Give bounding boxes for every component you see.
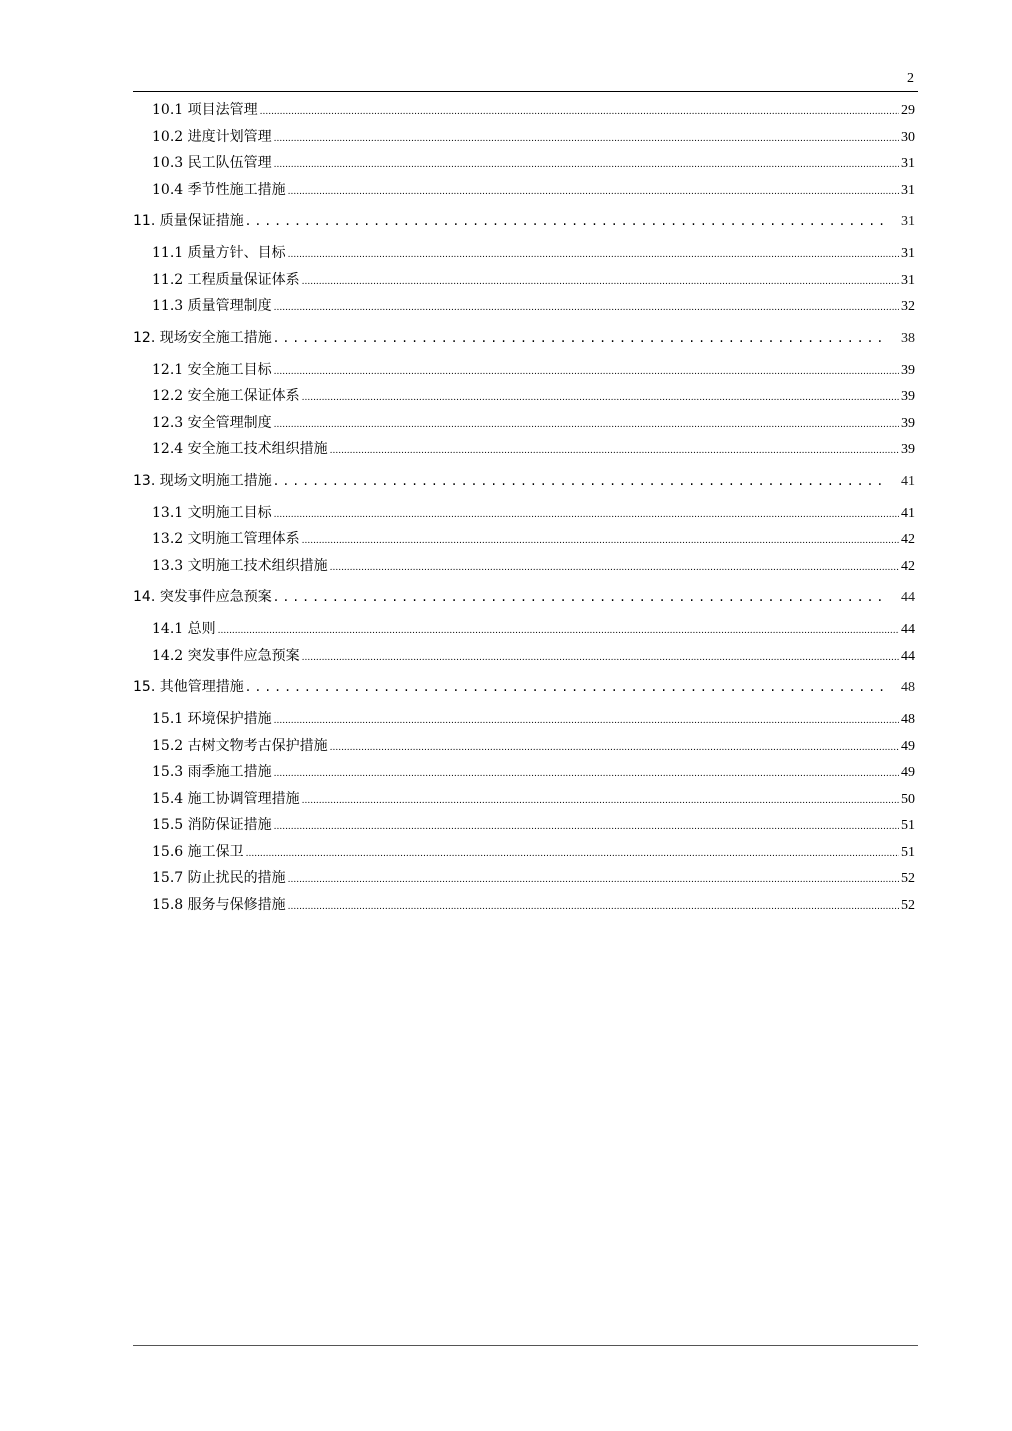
toc-entry-15-6[interactable] [133, 839, 915, 866]
dot-leader [246, 669, 885, 706]
dot-leader [274, 150, 899, 177]
toc-entry-label: 13.1 文明施工目标 [152, 504, 272, 521]
toc-entry-page: 48 [901, 712, 915, 727]
toc-entry-label: 11.1 质量方针、目标 [152, 245, 286, 261]
toc-entry-15-2[interactable] [133, 733, 915, 760]
toc-entry-label: 10.4 季节性施工措施 [152, 181, 286, 198]
toc-section-label: 13. 现场文明施工措施 [133, 472, 272, 489]
toc-entry-10-1[interactable] [133, 97, 915, 124]
toc-entry-12-4[interactable] [133, 436, 915, 463]
toc-entry-label: 10.1 项目法管理 [152, 102, 258, 118]
toc-entry-label: 11.3 质量管理制度 [152, 298, 272, 314]
toc-section-label: 15. 其他管理措施 [133, 679, 244, 695]
toc-entry-page: 41 [901, 505, 915, 521]
toc-entry-page: 32 [901, 299, 915, 314]
dot-leader [218, 616, 899, 643]
dot-leader [288, 240, 899, 267]
dot-leader [288, 892, 899, 919]
dot-leader [274, 124, 899, 151]
toc-entry-label: 12.2 安全施工保证体系 [152, 388, 300, 404]
toc-section-14[interactable] [133, 579, 915, 616]
toc-entry-label: 15.5 消防保证措施 [152, 817, 272, 833]
toc-entry-label: 12.4 安全施工技术组织措施 [152, 441, 328, 457]
toc-entry-page: 39 [901, 362, 915, 378]
toc-section-label: 12. 现场安全施工措施 [133, 329, 272, 346]
toc-entry-15-3[interactable] [133, 759, 915, 786]
toc-entry-label: 12.3 安全管理制度 [152, 414, 272, 431]
toc-entry-10-3[interactable] [133, 150, 915, 177]
dot-leader [302, 786, 899, 813]
toc-section-label: 14. 突发事件应急预案 [133, 589, 272, 605]
toc-entry-page: 42 [901, 532, 915, 547]
toc-entry-page: 44 [901, 648, 915, 664]
dot-leader [330, 436, 899, 463]
toc-entry-page: 31 [901, 182, 915, 198]
toc-entry-page: 31 [901, 156, 915, 171]
toc-entry-label: 15.7 防止扰民的措施 [152, 870, 286, 886]
toc-entry-label: 14.1 总则 [152, 621, 216, 637]
toc-entry-label: 13.3 文明施工技术组织措施 [152, 557, 328, 574]
footer-rule [133, 1345, 918, 1346]
dot-leader [274, 706, 899, 733]
toc-entry-label: 15.1 环境保护措施 [152, 711, 272, 727]
dot-leader [274, 320, 885, 357]
toc-entry-label: 15.6 施工保卫 [152, 843, 244, 860]
toc-entry-15-8[interactable] [133, 892, 915, 919]
toc-entry-label: 10.2 进度计划管理 [152, 128, 272, 145]
toc-entry-page: 49 [901, 738, 915, 754]
toc-entry-page: 31 [901, 246, 915, 261]
dot-leader [302, 643, 899, 670]
toc-entry-page: 39 [901, 442, 915, 457]
page-number: 2 [907, 71, 914, 86]
toc-entry-11-3[interactable] [133, 293, 915, 320]
toc-entry-page: 29 [901, 103, 915, 118]
toc-entry-12-1[interactable] [133, 357, 915, 384]
toc-section-page: 38 [901, 330, 915, 346]
toc-entry-label: 14.2 突发事件应急预案 [152, 647, 300, 664]
dot-leader [274, 357, 899, 384]
toc-section-label: 11. 质量保证措施 [133, 213, 244, 229]
toc-entry-12-2[interactable] [133, 383, 915, 410]
dot-leader [274, 463, 885, 500]
toc-entry-15-7[interactable] [133, 865, 915, 892]
toc-entry-label: 13.2 文明施工管理体系 [152, 531, 300, 547]
toc-entry-page: 30 [901, 129, 915, 145]
toc-section-page: 41 [901, 473, 915, 489]
toc-section-15[interactable] [133, 669, 915, 706]
dot-leader [288, 177, 899, 204]
toc-entry-10-4[interactable] [133, 177, 915, 204]
dot-leader [274, 812, 899, 839]
header-rule [133, 91, 918, 92]
toc-entry-label: 15.4 施工协调管理措施 [152, 790, 300, 807]
toc-section-page: 31 [901, 214, 915, 229]
toc-section-12[interactable] [133, 320, 915, 357]
toc-entry-14-2[interactable] [133, 643, 915, 670]
table-of-contents [133, 97, 915, 918]
toc-entry-13-2[interactable] [133, 526, 915, 553]
dot-leader [274, 500, 899, 527]
toc-entry-page: 49 [901, 765, 915, 780]
toc-entry-page: 51 [901, 844, 915, 860]
dot-leader [288, 865, 899, 892]
dot-leader [330, 553, 899, 580]
toc-section-13[interactable] [133, 463, 915, 500]
toc-entry-15-5[interactable] [133, 812, 915, 839]
toc-entry-page: 51 [901, 818, 915, 833]
dot-leader [302, 383, 899, 410]
dot-leader [246, 839, 899, 866]
toc-entry-label: 11.2 工程质量保证体系 [152, 271, 300, 288]
dot-leader [246, 203, 885, 240]
dot-leader [274, 410, 899, 437]
toc-entry-15-4[interactable] [133, 786, 915, 813]
toc-entry-page: 52 [901, 871, 915, 886]
toc-entry-10-2[interactable] [133, 124, 915, 151]
dot-leader [274, 759, 899, 786]
toc-entry-14-1[interactable] [133, 616, 915, 643]
toc-entry-label: 15.3 雨季施工措施 [152, 764, 272, 780]
toc-entry-11-1[interactable] [133, 240, 915, 267]
toc-section-page: 44 [901, 590, 915, 605]
dot-leader [302, 267, 899, 294]
toc-entry-12-3[interactable] [133, 410, 915, 437]
toc-entry-page: 44 [901, 622, 915, 637]
toc-entry-15-1[interactable] [133, 706, 915, 733]
dot-leader [274, 579, 885, 616]
toc-entry-13-3[interactable] [133, 553, 915, 580]
dot-leader [260, 97, 899, 124]
toc-entry-page: 39 [901, 415, 915, 431]
toc-entry-label: 10.3 民工队伍管理 [152, 155, 272, 171]
toc-entry-label: 15.8 服务与保修措施 [152, 896, 286, 913]
toc-entry-page: 50 [901, 791, 915, 807]
dot-leader [330, 733, 899, 760]
dot-leader [302, 526, 899, 553]
toc-entry-page: 39 [901, 389, 915, 404]
toc-section-11[interactable] [133, 203, 915, 240]
toc-entry-page: 31 [901, 272, 915, 288]
toc-entry-label: 15.2 古树文物考古保护措施 [152, 737, 328, 754]
toc-entry-page: 52 [901, 897, 915, 913]
dot-leader [274, 293, 899, 320]
toc-entry-page: 42 [901, 558, 915, 574]
toc-entry-label: 12.1 安全施工目标 [152, 361, 272, 378]
toc-entry-13-1[interactable] [133, 500, 915, 527]
toc-section-page: 48 [901, 680, 915, 695]
toc-entry-11-2[interactable] [133, 267, 915, 294]
